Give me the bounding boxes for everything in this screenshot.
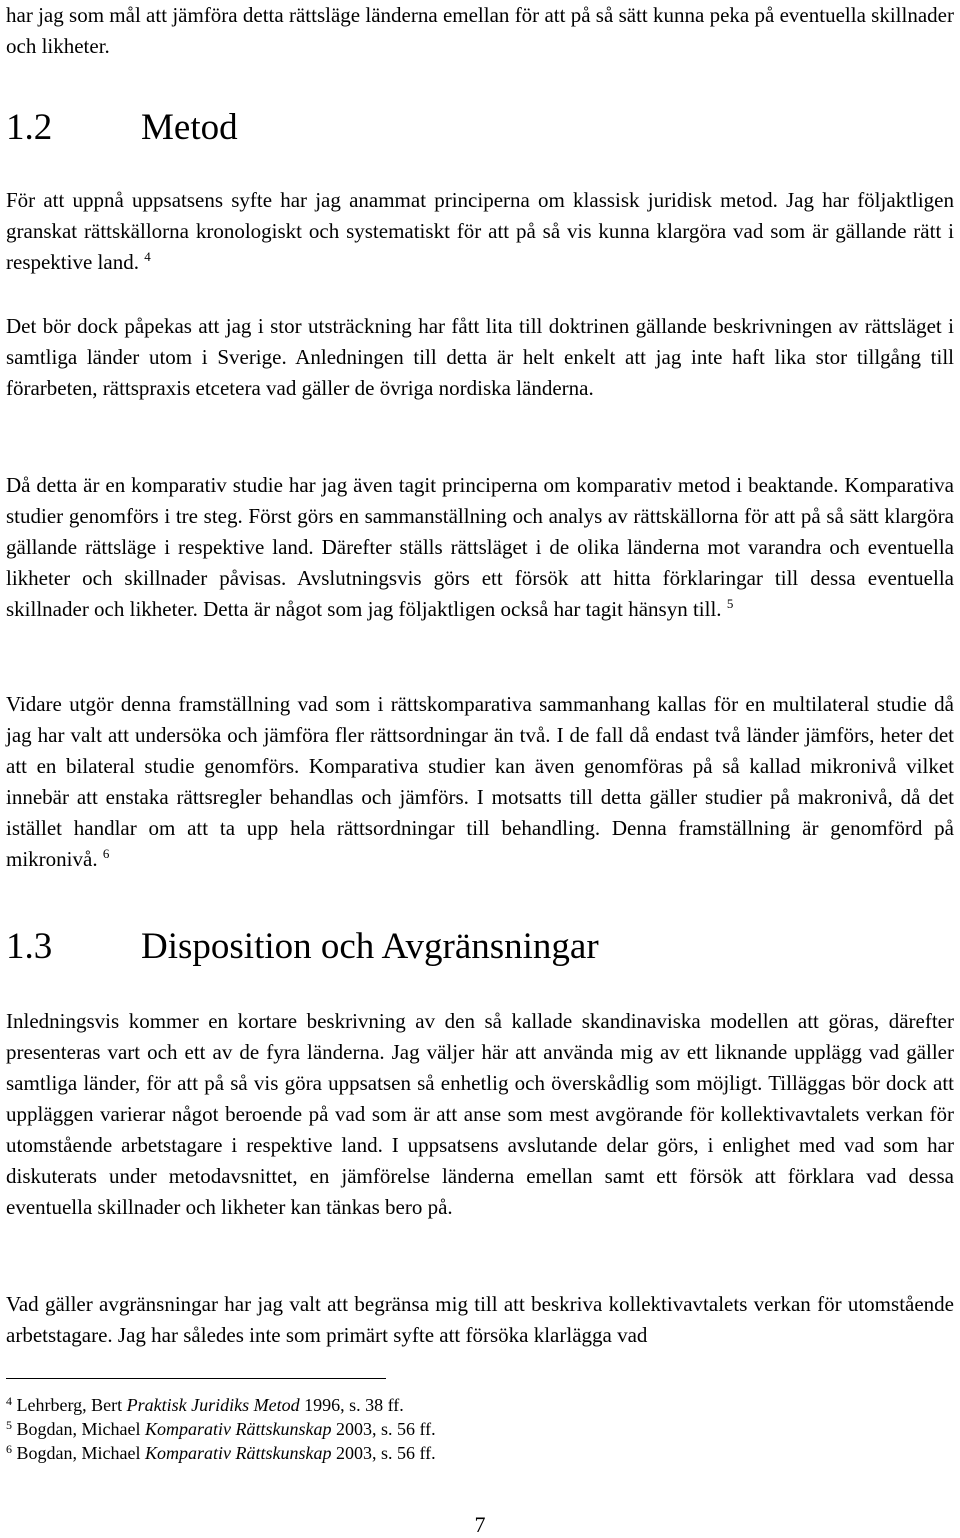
disposition-paragraph-2 (6, 1289, 954, 1351)
section-title: Metod (141, 107, 238, 148)
footnote-4 (6, 1394, 404, 1416)
footnote-rest: 1996, s. 38 ff. (304, 1395, 404, 1415)
section-number: 1.3 (6, 926, 53, 967)
paragraph-text: Det bör dock påpekas att jag i stor utsträckning har fått lita till doktrinen gällande beskrivningen av rättsläget i samtliga länder utom i Sverige. Anledningen till detta är helt enkelt att jag inte haft lika stor tillgång till förarbeten, rättspraxis etcetera vad gäller de övriga nordiska länderna. (6, 314, 954, 400)
footnote-number: 4 (6, 1394, 12, 1408)
footnote-ref-5: 5 (726, 596, 734, 611)
disposition-paragraph-1 (6, 1006, 954, 1223)
page-number: 7 (474, 1512, 486, 1537)
footnote-author: Lehrberg, Bert (16, 1395, 123, 1415)
footnote-6 (6, 1442, 436, 1464)
footnote-ref-4: 4 (144, 249, 151, 264)
paragraph-text: För att uppnå uppsatsens syfte har jag anammat principerna om klassisk juridisk metod. Jag har följaktligen granskat rättskällorna kronologiskt och systematiskt för att på så vis kunna klargöra vad som är gällande rätt i respektive land. (6, 188, 954, 274)
footnote-number: 5 (6, 1418, 12, 1432)
footnote-ref-6: 6 (102, 846, 110, 861)
paragraph-text: Vidare utgör denna framställning vad som i rättskomparativa sammanhang kallas för en multilateral studie då jag har valt att undersöka och jämföra fler rättsordningar än två. I de fall då endast två länder jämförs, heter det att en bilateral studie genomförs. Komparativa studier kan även genomföras på så kallad mikronivå vilket innebär att enstaka rättsregler behandlas och jämförs. I motsatts till detta gäller studier på makronivå, då det istället handlar om att ta upp hela rättsordningar till behandling. Denna framställning är genomförd på mikronivå. (6, 692, 954, 871)
footnote-title: Komparativ Rättskunskap (144, 1443, 332, 1463)
footnote-separator (6, 1378, 386, 1379)
intro-paragraph (6, 0, 954, 62)
paragraph-text: Inledningsvis kommer en kortare beskrivning av den så kallade skandinaviska modellen att göras, därefter presenteras vart och ett av de fyra länderna. Jag väljer här att använda mig av ett liknande upplägg vad gäller samtliga länder, för att på så vis göra uppsatsen så enhetlig och överskådlig som möjligt. Tilläggas bör dock att uppläggen varierar något beroende på vad som är att anse som mest avgörande för kollektivavtalets verkan för utomstående arbetstagare i respektive land. I uppsatsens avslutande delar görs, i enlighet med vad som har diskuterats under metodavsnittet, en jämförelse länderna emellan samt ett försök att förklara vad dessa eventuella skillnader och likheter kan tänkas bero på. (6, 1009, 954, 1219)
intro-text: har jag som mål att jämföra detta rättsläge länderna emellan för att på så sätt kunna peka på eventuella skillnader och likheter. (6, 3, 954, 58)
section-heading-metod (6, 106, 238, 150)
footnote-author: Bogdan, Michael (16, 1443, 141, 1463)
metod-paragraph-2 (6, 311, 954, 404)
footnote-rest: 2003, s. 56 ff. (335, 1419, 436, 1439)
footnote-title: Praktisk Juridiks Metod (126, 1395, 300, 1415)
paragraph-text: Vad gäller avgränsningar har jag valt att begränsa mig till att beskriva kollektivavtalets verkan för utomstående arbetstagare. Jag har således inte som primärt syfte att försöka klarlägga vad (6, 1292, 954, 1347)
footnote-rest: 2003, s. 56 ff. (335, 1443, 436, 1463)
metod-paragraph-4 (6, 689, 954, 875)
section-heading-disposition (6, 925, 599, 969)
section-number: 1.2 (6, 107, 53, 148)
paragraph-text: Då detta är en komparativ studie har jag även tagit principerna om komparativ metod i beaktande. Komparativa studier genomförs i tre steg. Först görs en sammanställning och analys av rättskällorna för att på så sätt klargöra gällande rättsläge i respektive land. Därefter ställs rättsläget i de olika länderna mot varandra och eventuella likheter och skillnader påvisas. Avslutningsvis görs ett försök att hitta förklaringar till dessa eventuella skillnader och likheter. Detta är något som jag följaktligen också har tagit hänsyn till. (6, 473, 954, 621)
metod-paragraph-1 (6, 185, 954, 278)
footnote-author: Bogdan, Michael (16, 1419, 141, 1439)
section-title: Disposition och Avgränsningar (141, 926, 599, 967)
footnote-number: 6 (6, 1442, 12, 1456)
footnote-5 (6, 1418, 436, 1440)
footnote-title: Komparativ Rättskunskap (144, 1419, 332, 1439)
metod-paragraph-3 (6, 470, 954, 625)
